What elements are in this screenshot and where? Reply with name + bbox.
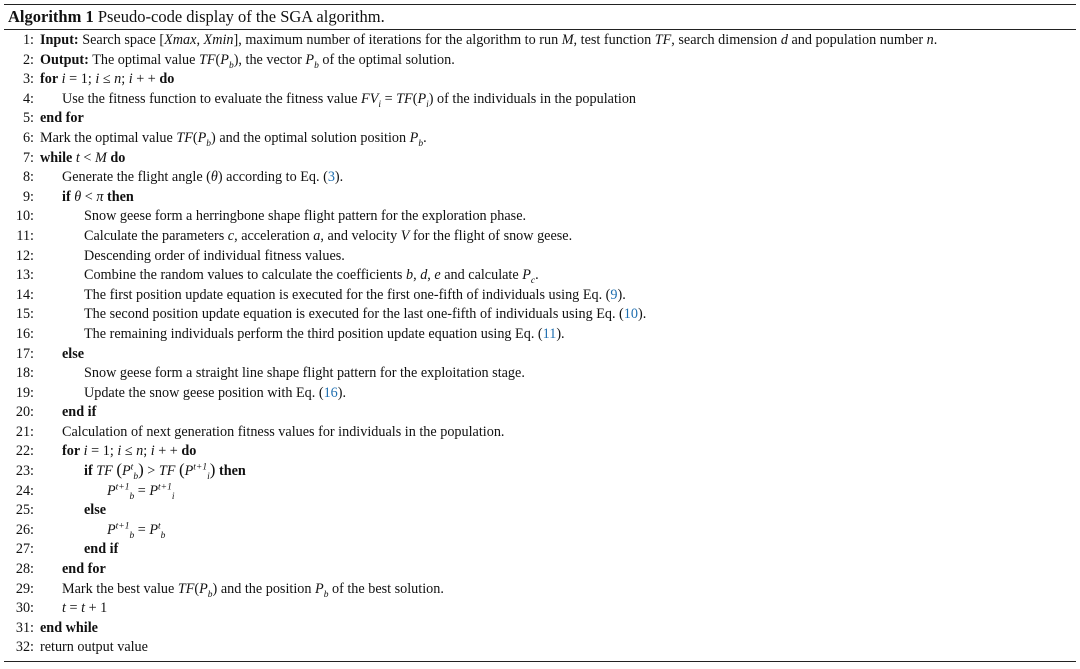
math: b bbox=[418, 138, 424, 149]
code-line-11 bbox=[4, 227, 1076, 247]
line-number: 29: bbox=[15, 580, 34, 597]
code-line-14 bbox=[4, 286, 1076, 306]
math: b bbox=[133, 471, 139, 482]
line-content bbox=[84, 462, 246, 482]
line-content bbox=[62, 599, 107, 619]
math: t+1 bbox=[115, 481, 130, 492]
text: ) bbox=[212, 580, 218, 597]
text: ; bbox=[121, 71, 129, 88]
line-number: 3: bbox=[22, 71, 34, 88]
math: i bbox=[128, 71, 133, 88]
keyword: end while bbox=[40, 619, 98, 636]
text: and calculate bbox=[440, 267, 523, 284]
math: TF bbox=[176, 129, 193, 146]
line-content: Calculation of next generation fitness values for individuals in the population. bbox=[62, 423, 505, 440]
code-line-8 bbox=[4, 168, 1076, 188]
equation-link[interactable]: 3 bbox=[327, 169, 335, 186]
line-number: 26: bbox=[15, 521, 34, 538]
math: TF bbox=[396, 90, 413, 107]
keyword: end for bbox=[40, 110, 84, 127]
code-line-21 bbox=[4, 423, 1076, 443]
math: i bbox=[207, 471, 210, 482]
line-content bbox=[84, 227, 572, 247]
text: = bbox=[381, 90, 397, 107]
line-content bbox=[40, 51, 455, 71]
code-line-20 bbox=[4, 403, 1076, 423]
math: P bbox=[199, 580, 208, 597]
line-content bbox=[62, 90, 636, 110]
line-number: 20: bbox=[15, 404, 34, 421]
text: , bbox=[196, 32, 204, 48]
math: P bbox=[149, 521, 159, 538]
line-content: Snow geese form a straight line shape flight pattern for the exploitation stage. bbox=[84, 365, 525, 382]
math: b bbox=[228, 60, 234, 71]
math: a bbox=[313, 227, 321, 244]
code-line-27 bbox=[4, 540, 1076, 560]
text: + + bbox=[154, 443, 178, 460]
math: c bbox=[227, 227, 235, 244]
line-content bbox=[40, 31, 937, 51]
code-line-9 bbox=[4, 188, 1076, 208]
keyword: do bbox=[181, 443, 197, 460]
text: ( bbox=[412, 90, 418, 107]
line-content: Snow geese form a herringbone shape flight pattern for the exploration phase. bbox=[84, 208, 527, 225]
text: ( bbox=[116, 460, 122, 480]
line-number: 18: bbox=[15, 365, 34, 382]
code-line-7 bbox=[4, 149, 1076, 169]
line-content bbox=[62, 560, 106, 580]
math: V bbox=[400, 227, 410, 244]
text: , and velocity bbox=[320, 227, 401, 244]
math: e bbox=[434, 267, 441, 284]
text: Calculate the parameters bbox=[84, 227, 228, 244]
text: for the flight of snow geese. bbox=[409, 227, 573, 244]
math: θ bbox=[210, 169, 218, 186]
code-line-18 bbox=[4, 364, 1076, 384]
line-content bbox=[107, 482, 174, 502]
code-line-4 bbox=[4, 90, 1076, 110]
math: θ bbox=[74, 188, 82, 205]
math: P bbox=[409, 129, 419, 146]
math: b bbox=[406, 267, 414, 284]
line-content bbox=[84, 384, 346, 404]
text: and the position bbox=[217, 580, 316, 597]
line-content: Descending order of individual fitness values. bbox=[84, 247, 345, 264]
math: P bbox=[315, 580, 324, 597]
text: ( bbox=[194, 580, 200, 597]
math: n bbox=[926, 32, 934, 48]
math: b bbox=[206, 138, 212, 149]
keyword: then bbox=[106, 188, 134, 205]
text: of the individuals in the population bbox=[433, 90, 637, 107]
text: , bbox=[427, 267, 435, 284]
math: i bbox=[95, 71, 100, 88]
text: < bbox=[81, 188, 97, 205]
text: = 1; bbox=[87, 443, 118, 460]
algorithm-caption bbox=[4, 5, 1076, 29]
line-number: 4: bbox=[22, 90, 34, 107]
text: = bbox=[134, 482, 150, 499]
line-content bbox=[84, 305, 646, 325]
text: ; bbox=[143, 443, 151, 460]
code-line-26 bbox=[4, 521, 1076, 541]
line-content bbox=[84, 501, 106, 521]
code-line-15 bbox=[4, 305, 1076, 325]
code-line-6 bbox=[4, 129, 1076, 149]
line-number: 21: bbox=[15, 423, 34, 440]
text: The second position update equation is executed for the last one-fifth of individuals using Eq. ( bbox=[84, 306, 624, 323]
text: Use the fitness function to evaluate the fitness value bbox=[62, 90, 362, 107]
text: Update the snow geese position with Eq. ( bbox=[84, 384, 324, 401]
text: . bbox=[423, 129, 427, 146]
line-content bbox=[40, 619, 98, 639]
math: FV bbox=[361, 90, 379, 107]
math: b bbox=[323, 589, 329, 600]
text: ). bbox=[337, 384, 347, 401]
text: , the vector bbox=[238, 51, 306, 68]
line-content bbox=[62, 442, 196, 462]
line-content bbox=[62, 403, 96, 423]
keyword: for bbox=[40, 71, 59, 88]
text: ) according to Eq. ( bbox=[217, 169, 328, 186]
keyword: Input: bbox=[40, 32, 79, 48]
math: i bbox=[83, 443, 88, 460]
equation-link[interactable]: 9 bbox=[610, 286, 618, 303]
line-content bbox=[62, 580, 444, 600]
code-line-17 bbox=[4, 345, 1076, 365]
keyword: end if bbox=[84, 541, 119, 558]
line-number: 11: bbox=[16, 227, 34, 244]
math: π bbox=[96, 188, 104, 205]
text: , search dimension bbox=[671, 32, 781, 48]
code-line-16 bbox=[4, 325, 1076, 345]
text: , acceleration bbox=[234, 227, 314, 244]
line-number: 30: bbox=[15, 600, 34, 617]
text: and the optimal solution position bbox=[215, 129, 410, 146]
line-number: 13: bbox=[15, 267, 34, 284]
math: Xmax bbox=[164, 32, 197, 48]
text: ) bbox=[138, 460, 144, 480]
line-number: 12: bbox=[15, 247, 34, 264]
text: ], maximum number of iterations for the algorithm to run bbox=[233, 32, 562, 48]
text: = bbox=[134, 521, 150, 538]
text: ). bbox=[556, 325, 565, 342]
code-line-29 bbox=[4, 580, 1076, 600]
text: , bbox=[413, 267, 421, 284]
math: t bbox=[81, 600, 86, 617]
keyword: do bbox=[110, 149, 126, 166]
line-number: 5: bbox=[22, 110, 34, 127]
text: = 1; bbox=[65, 71, 96, 88]
text: + 1 bbox=[85, 600, 108, 617]
text: ). bbox=[617, 286, 626, 303]
text: ). bbox=[334, 169, 344, 186]
math: Xmin bbox=[203, 32, 234, 48]
line-content bbox=[84, 286, 626, 306]
line-number: 1: bbox=[22, 32, 34, 48]
math: M bbox=[94, 149, 107, 166]
text: ≤ bbox=[121, 443, 137, 460]
math: i bbox=[150, 443, 155, 460]
pseudocode-lines bbox=[4, 30, 1076, 658]
code-line-2 bbox=[4, 51, 1076, 71]
text: Mark the best value bbox=[62, 580, 178, 597]
caption-text: Pseudo-code display of the SGA algorithm. bbox=[97, 7, 385, 26]
math: P bbox=[107, 521, 116, 538]
text: Mark the optimal value bbox=[40, 129, 177, 146]
text: of the best solution. bbox=[328, 580, 444, 597]
keyword: else bbox=[62, 345, 85, 362]
text: . bbox=[535, 267, 539, 284]
math: P bbox=[220, 51, 229, 68]
code-line-30 bbox=[4, 599, 1076, 619]
keyword: if bbox=[62, 188, 71, 205]
math: b bbox=[129, 530, 135, 541]
line-number: 23: bbox=[15, 463, 34, 480]
line-number: 24: bbox=[15, 482, 34, 499]
math: t bbox=[158, 521, 161, 532]
math: i bbox=[426, 99, 429, 110]
math: TF bbox=[654, 32, 672, 48]
line-number: 9: bbox=[22, 188, 34, 205]
line-content bbox=[40, 109, 84, 129]
code-line-3 bbox=[4, 70, 1076, 90]
line-content bbox=[62, 168, 343, 188]
math: P bbox=[417, 90, 427, 107]
line-content bbox=[62, 188, 134, 208]
math: t bbox=[130, 462, 134, 473]
math: TF bbox=[198, 51, 216, 68]
math: b bbox=[314, 60, 319, 71]
math: TF bbox=[158, 463, 176, 480]
math: t+1 bbox=[193, 462, 208, 473]
code-line-28 bbox=[4, 560, 1076, 580]
text: ). bbox=[637, 306, 647, 323]
line-content bbox=[84, 266, 539, 286]
code-line-25 bbox=[4, 501, 1076, 521]
math: i bbox=[117, 443, 122, 460]
math: b bbox=[129, 491, 135, 502]
keyword: end for bbox=[62, 561, 106, 578]
code-line-13 bbox=[4, 266, 1076, 286]
keyword: Output: bbox=[40, 51, 89, 68]
code-line-5 bbox=[4, 109, 1076, 129]
line-number: 31: bbox=[15, 619, 34, 636]
math: t bbox=[75, 149, 80, 166]
text: < bbox=[79, 149, 95, 166]
line-content bbox=[40, 149, 125, 169]
line-number: 32: bbox=[15, 639, 34, 656]
code-line-31 bbox=[4, 619, 1076, 639]
caption-label: Algorithm 1 bbox=[8, 7, 94, 26]
line-number: 2: bbox=[22, 51, 34, 68]
text: ( bbox=[178, 460, 185, 480]
keyword: if bbox=[84, 463, 93, 480]
text: Generate the flight angle ( bbox=[62, 169, 211, 186]
code-line-19 bbox=[4, 384, 1076, 404]
text: + + bbox=[132, 71, 156, 88]
math: M bbox=[561, 32, 574, 48]
keyword: then bbox=[218, 463, 246, 480]
text: ( bbox=[215, 51, 221, 68]
math: t+1 bbox=[115, 521, 130, 532]
keyword: do bbox=[159, 71, 175, 88]
text: The remaining individuals perform the third position update equation using Eq. ( bbox=[84, 325, 543, 342]
bottom-rule bbox=[4, 661, 1076, 662]
line-content bbox=[107, 521, 165, 541]
keyword: end if bbox=[62, 404, 97, 421]
math: P bbox=[184, 463, 194, 480]
text: , test function bbox=[573, 32, 655, 48]
text: Combine the random values to calculate the coefficients bbox=[84, 267, 406, 284]
line-number: 28: bbox=[15, 561, 34, 578]
equation-link[interactable]: 11 bbox=[542, 325, 557, 342]
text: Search space [ bbox=[82, 32, 165, 48]
keyword: while bbox=[40, 149, 73, 166]
keyword: for bbox=[62, 443, 81, 460]
code-line-32 bbox=[4, 638, 1076, 658]
code-line-10 bbox=[4, 207, 1076, 227]
text: ) bbox=[211, 129, 216, 146]
line-content: return output value bbox=[40, 639, 148, 656]
text: and population number bbox=[787, 32, 927, 48]
line-number: 15: bbox=[15, 306, 34, 323]
text: . bbox=[933, 32, 938, 48]
line-number: 17: bbox=[15, 345, 34, 362]
text: The optimal value bbox=[92, 51, 199, 68]
line-number: 14: bbox=[15, 286, 34, 303]
math: d bbox=[780, 32, 788, 48]
math: d bbox=[420, 267, 428, 284]
text: ) bbox=[233, 51, 239, 68]
math: TF bbox=[177, 580, 195, 597]
math: i bbox=[171, 491, 175, 502]
line-content bbox=[40, 70, 174, 90]
text: ) bbox=[428, 90, 434, 107]
text: of the optimal solution. bbox=[318, 51, 455, 68]
text: ≤ bbox=[99, 71, 115, 88]
math: P bbox=[107, 482, 116, 499]
math: TF bbox=[96, 463, 113, 480]
text: ( bbox=[192, 129, 198, 146]
line-number: 19: bbox=[15, 384, 34, 401]
math: i bbox=[61, 71, 66, 88]
line-number: 7: bbox=[22, 149, 34, 166]
math: P bbox=[122, 463, 131, 480]
math: P bbox=[149, 482, 159, 499]
line-number: 27: bbox=[15, 541, 34, 558]
line-number: 10: bbox=[15, 208, 34, 225]
math: b bbox=[207, 589, 213, 600]
math: c bbox=[530, 275, 536, 286]
math: P bbox=[522, 267, 531, 284]
text: ) bbox=[209, 460, 216, 480]
text: The first position update equation is executed for the first one-fifth of individuals using Eq. ( bbox=[84, 286, 611, 303]
equation-link[interactable]: 16 bbox=[323, 384, 338, 401]
math: t bbox=[62, 600, 66, 617]
math: b bbox=[160, 530, 166, 541]
line-number: 25: bbox=[15, 502, 34, 519]
line-number: 6: bbox=[22, 129, 34, 146]
line-content bbox=[84, 325, 565, 345]
math: t+1 bbox=[158, 481, 172, 492]
code-line-1 bbox=[4, 31, 1076, 51]
line-number: 16: bbox=[15, 325, 34, 342]
math: i bbox=[378, 99, 382, 110]
code-line-24 bbox=[4, 482, 1076, 502]
equation-link[interactable]: 10 bbox=[623, 306, 638, 323]
code-line-22 bbox=[4, 442, 1076, 462]
line-number: 8: bbox=[22, 169, 34, 186]
code-line-23 bbox=[4, 462, 1076, 482]
math: P bbox=[305, 51, 315, 68]
line-content bbox=[40, 129, 427, 149]
math: P bbox=[197, 129, 207, 146]
code-line-12 bbox=[4, 247, 1076, 267]
math: n bbox=[136, 443, 144, 460]
keyword: else bbox=[84, 502, 107, 519]
text: > bbox=[143, 463, 159, 480]
line-content bbox=[62, 345, 84, 365]
line-number: 22: bbox=[15, 443, 34, 460]
line-content bbox=[84, 540, 118, 560]
text: = bbox=[65, 600, 82, 617]
algorithm-box bbox=[4, 4, 1076, 658]
math: n bbox=[114, 71, 122, 88]
